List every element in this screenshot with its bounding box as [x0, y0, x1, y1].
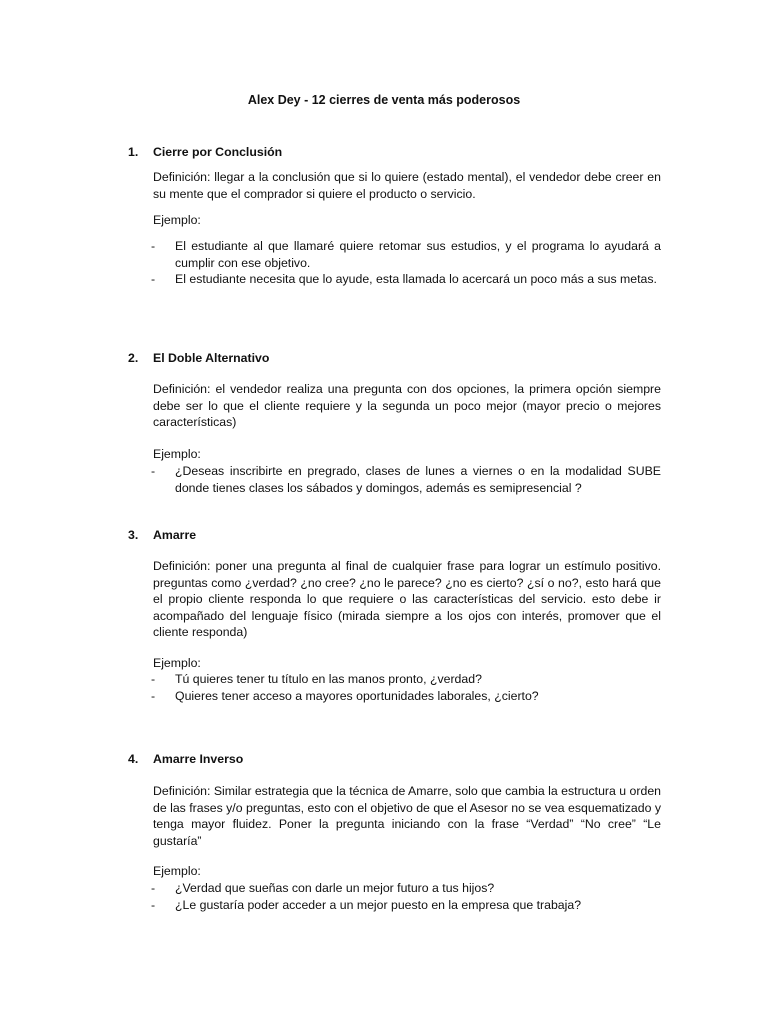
example-item — [153, 238, 661, 271]
definition-paragraph: Definición: poner una pregunta al final de cualquier frase para lograr un estímulo positivo. preguntas como ¿verdad? ¿no cree? ¿no le parece? ¿no es cierto? ¿sí o no?, esto hará que el propio cliente responda lo que requiere o las características del servicio. esto debe ir acompañado del lenguaje físico (mirada siempre a los ojos con interés, promover que el cliente responda) — [153, 559, 661, 639]
example-text: El estudiante necesita que lo ayude, esta llamada lo acercará un poco más a sus metas. — [175, 272, 657, 286]
definition-paragraph: Definición: llegar a la conclusión que si lo quiere (estado mental), el vendedor debe creer en su mente que el comprador si quiere el producto o servicio. — [153, 170, 661, 201]
example-text: Tú quieres tener tu título en las manos pronto, ¿verdad? — [175, 672, 482, 686]
example-list — [153, 880, 661, 913]
example-list — [153, 238, 661, 288]
bullet-dash: - — [151, 897, 156, 912]
example-list — [153, 463, 661, 496]
example-item — [153, 897, 661, 914]
section-heading — [128, 144, 282, 160]
section-heading-text: Cierre por Conclusión — [153, 145, 283, 159]
section-heading — [128, 751, 243, 767]
bullet-dash: - — [151, 688, 156, 703]
section-heading-text: El Doble Alternativo — [153, 351, 270, 365]
bullet-dash: - — [151, 239, 156, 253]
example-item — [153, 463, 661, 496]
section-heading-text: Amarre — [153, 528, 197, 542]
example-item — [153, 880, 661, 897]
document-title: Alex Dey - 12 cierres de venta más poderosos — [247, 93, 521, 107]
example-item — [153, 671, 661, 688]
definition-paragraph: Definición: Similar estrategia que la técnica de Amarre, solo que cambia la estructura u orden de las frases y/o preguntas, esto con el objetivo de que el Asesor no se vea esquematizado y tenga mayor fluidez. Poner la pregunta iniciando con la frase “Verdad” “No cree” “Le gustaría” — [153, 784, 661, 848]
bullet-dash: - — [151, 272, 156, 286]
section-heading-text: Amarre Inverso — [153, 752, 244, 766]
example-label: Ejemplo: — [153, 213, 201, 227]
example-item — [153, 271, 661, 288]
section-number: 2. — [128, 351, 139, 365]
section-number: 3. — [128, 528, 139, 542]
bullet-dash: - — [151, 881, 156, 895]
example-list — [153, 671, 661, 704]
example-text: ¿Le gustaría poder acceder a un mejor puesto en la empresa que trabaja? — [175, 897, 582, 912]
section-number: 4. — [128, 752, 139, 766]
example-label: Ejemplo: — [153, 864, 201, 878]
example-text: Quieres tener acceso a mayores oportunidades laborales, ¿cierto? — [175, 688, 539, 703]
section-heading — [128, 350, 269, 366]
definition-paragraph: Definición: el vendedor realiza una pregunta con dos opciones, la primera opción siempre debe ser lo que el cliente requiere y la segunda un poco mejor (mayor precio o mejores características) — [153, 382, 661, 429]
example-text: ¿Verdad que sueñas con darle un mejor futuro a tus hijos? — [175, 881, 495, 895]
example-text: El estudiante al que llamaré quiere retomar sus estudios, y el programa lo ayudará a cumplir con ese objetivo. — [175, 239, 661, 270]
section-heading — [128, 527, 196, 543]
example-text: ¿Deseas inscribirte en pregrado, clases de lunes a viernes o en la modalidad SUBE donde tienes clases los sábados y domingos, además es semipresencial ? — [175, 464, 661, 495]
example-label: Ejemplo: — [153, 656, 201, 670]
example-label: Ejemplo: — [153, 447, 201, 461]
bullet-dash: - — [151, 672, 156, 686]
example-item — [153, 688, 661, 705]
bullet-dash: - — [151, 464, 156, 478]
section-number: 1. — [128, 145, 139, 159]
